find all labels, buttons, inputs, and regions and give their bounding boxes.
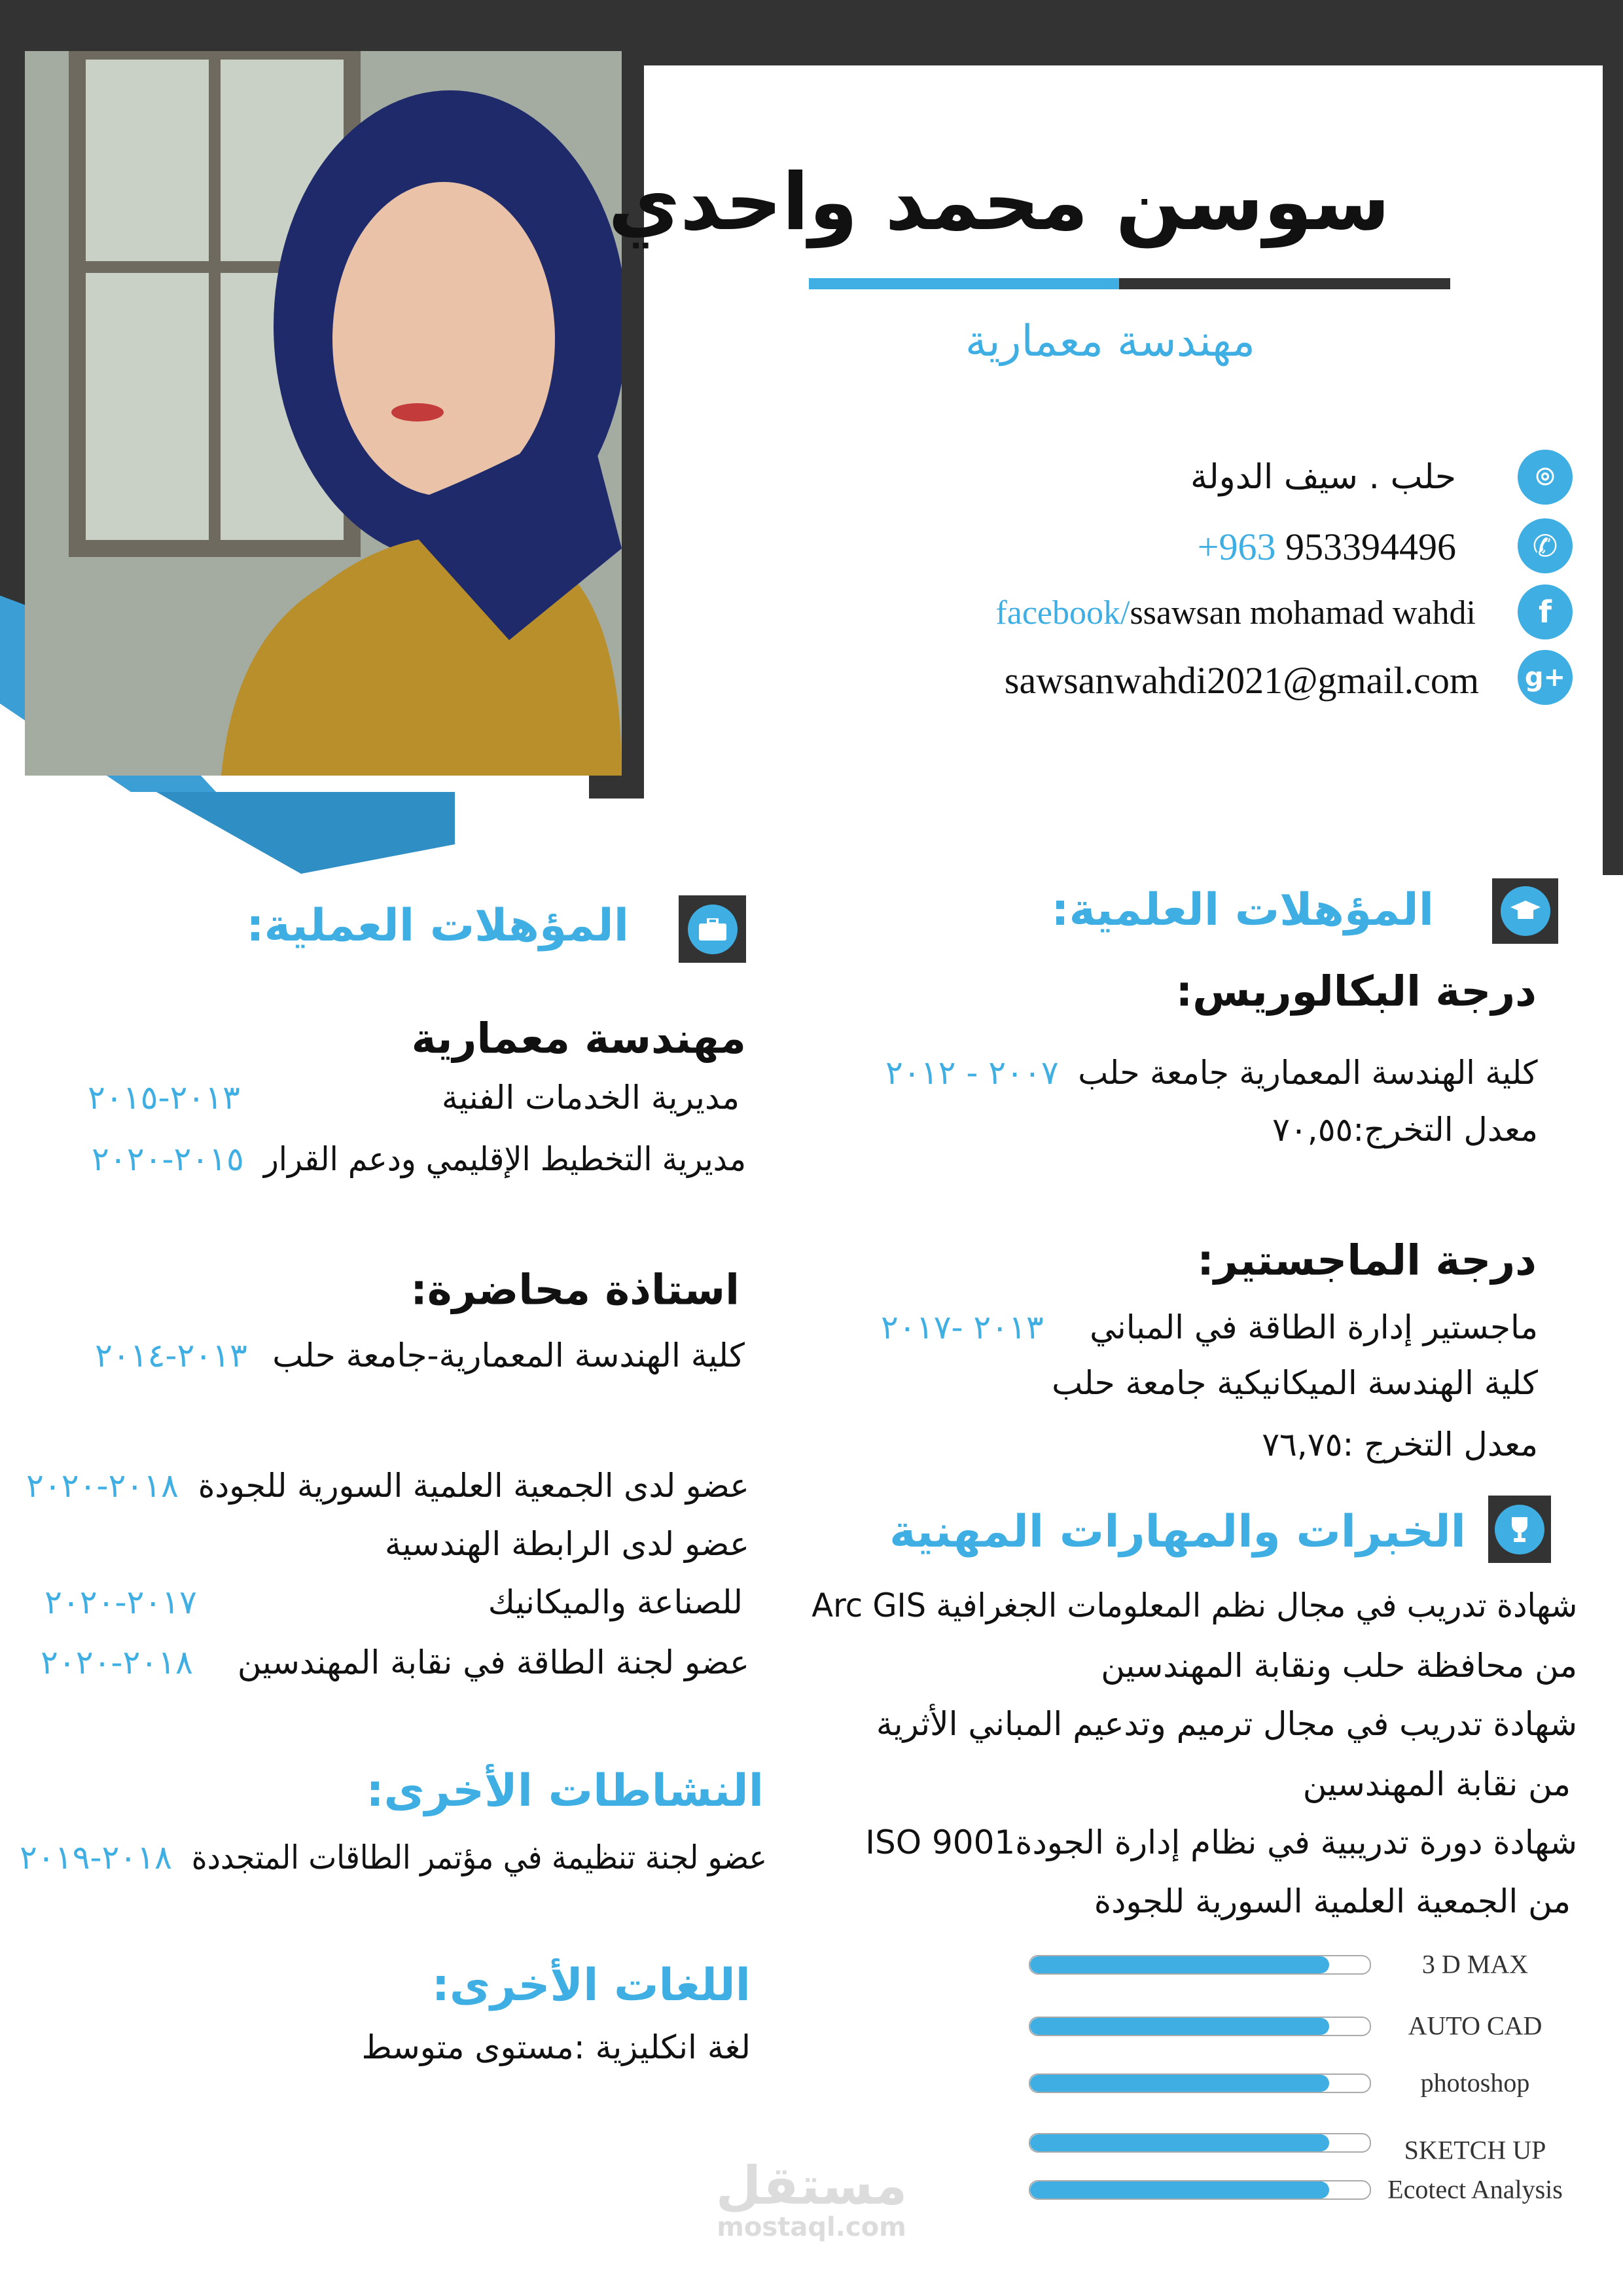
job-title: مهندسة معمارية [965,315,1255,367]
activities-heading: النشاطات الأخرى: [366,1765,764,1818]
membership-date: ٢٠١٨-٢٠٢٠ [41,1643,193,1681]
skill-label: 3 D MAX [1421,1949,1529,1979]
language-line: لغة انكليزية :مستوى متوسط [361,2028,751,2066]
education-icon-box [1492,878,1558,944]
master-date: ٢٠١٣ -٢٠١٧ [881,1308,1044,1346]
cert-line: من الجمعية العلمية السورية للجودة [1094,1882,1571,1920]
cert-line: شهادة تدريب في مجال نظم المعلومات الجغرافية Arc GIS [811,1587,1577,1624]
education-heading: المؤهلات العلمية: [1051,884,1434,937]
engineer-date-1: ٢٠١٣-٢٠١٥ [88,1079,240,1117]
master-college: كلية الهندسة الميكانيكية جامعة حلب [1052,1364,1538,1402]
bachelor-gpa: معدل التخرج:٧٠,٥٥ [1272,1111,1538,1149]
lecturer-title: استاذة محاضرة: [410,1266,740,1315]
contact-address: حلب . سيف الدولة [1190,457,1456,497]
master-title: درجة الماجستير: [1197,1236,1537,1285]
engineer-title: مهندسة معمارية [411,1014,746,1064]
skill-bar [1029,2073,1371,2093]
location-icon: ⌾ [1518,450,1573,505]
bachelor-date: ٢٠٠٧ - ٢٠١٢ [885,1054,1059,1092]
membership-line: عضو لدى الرابطة الهندسية [385,1525,749,1563]
skill-bar-fill [1030,1956,1329,1973]
master-gpa: معدل التخرج :٧٦,٧٥ [1262,1426,1538,1463]
google-plus-icon[interactable]: g+ [1518,650,1573,705]
skill-bar [1029,2133,1371,2153]
contact-facebook[interactable] [995,593,1476,634]
skill-bar [1029,2180,1371,2200]
skills-icon-box [1488,1496,1551,1563]
engineer-date-2: ٢٠١٥-٢٠٢٠ [92,1140,244,1178]
cert-line: من نقابة المهندسين [1302,1765,1571,1803]
briefcase-icon [688,905,738,954]
bachelor-title: درجة البكالوريس: [1175,967,1537,1016]
lecturer-college: كلية الهندسة المعمارية-جامعة حلب [272,1336,745,1374]
membership-date: ٢٠١٧-٢٠٢٠ [45,1583,197,1621]
name-underline-dark [1119,278,1450,289]
skill-label: AUTO CAD [1408,2011,1543,2041]
activity-line: عضو لجنة تنظيمة في مؤتمر الطاقات المتجددة [191,1839,767,1876]
cert-line: شهادة دورة تدريبية في نظام إدارة الجودة9001 ISO [865,1823,1577,1861]
graduation-cap-icon [1501,886,1550,936]
languages-heading: اللغات الأخرى: [431,1960,751,2012]
skill-bar-fill [1030,2181,1329,2198]
mostaql-watermark [713,2155,910,2242]
phone-icon: ✆ [1518,518,1573,573]
master-degree: ماجستير إدارة الطاقة في المباني [1090,1308,1538,1346]
skill-label: Ecotect Analysis [1387,2174,1563,2204]
cert-line: من محافظة حلب ونقابة المهندسين [1101,1647,1577,1685]
skill-bar [1029,2017,1371,2036]
photo-illustration [25,51,622,776]
right-dark-strip [1603,0,1623,875]
facebook-name: ssawsan mohamad wahdi [1130,594,1476,632]
membership-line: عضو لدى الجمعية العلمية السورية للجودة [198,1467,749,1505]
engineer-job-1: مديرية الخدمات الفنية [441,1079,740,1117]
membership-line: للصناعة والميكانيك [488,1583,743,1621]
work-heading: المؤهلات العملية: [246,900,629,952]
engineer-job-2: مديرية التخطيط الإقليمي ودعم القرار [263,1140,746,1178]
cert-line: شهادة تدريب في مجال ترميم وتدعيم المباني الأثرية [876,1705,1577,1743]
facebook-prefix: facebook/ [995,594,1130,632]
profile-photo [25,51,622,776]
activity-date: ٢٠١٨-٢٠١٩ [20,1839,172,1876]
facebook-icon[interactable]: f [1518,584,1573,639]
lecturer-date: ٢٠١٣-٢٠١٤ [95,1336,247,1374]
skill-bar-fill [1030,2134,1329,2151]
skills-heading: الخبرات والمهارات المهنية [889,1506,1466,1558]
work-icon-box [679,895,746,963]
membership-date: ٢٠١٨-٢٠٢٠ [26,1467,179,1505]
contact-email[interactable]: sawsanwahdi2021@gmail.com [1004,659,1479,702]
skill-bar-fill [1030,2018,1329,2035]
name-underline-blue [809,278,1119,289]
phone-code: +963 [1197,526,1276,569]
contact-phone [1198,524,1456,570]
watermark-logo: مستقل [715,2155,908,2216]
skill-label: SKETCH UP [1404,2135,1546,2165]
skill-bar [1029,1955,1371,1975]
trophy-icon [1495,1505,1544,1554]
membership-line: عضو لجنة الطاقة في نقابة المهندسين [237,1643,749,1681]
watermark-site: mostaql.com [717,2212,906,2242]
skill-bar-fill [1030,2075,1329,2092]
phone-number: 953394496 [1275,526,1456,569]
full-name: سوسن محمد واحدي [608,157,1390,248]
skill-label: photoshop [1420,2068,1530,2098]
bachelor-college: كلية الهندسة المعمارية جامعة حلب [1078,1054,1538,1092]
